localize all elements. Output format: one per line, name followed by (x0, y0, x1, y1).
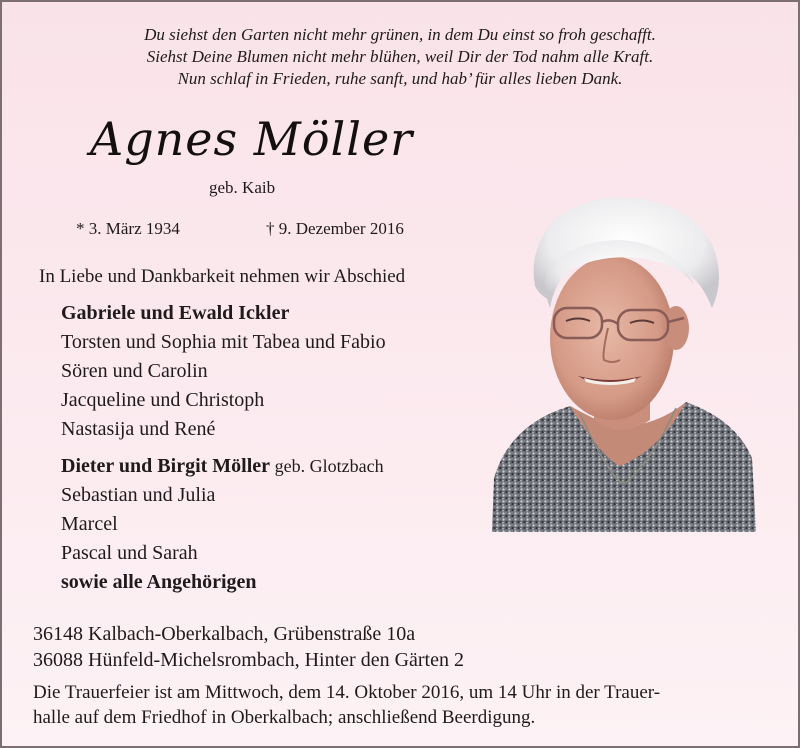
addresses (33, 621, 464, 673)
poem-line: Nun schlaf in Frieden, ruhe sanft, und hab’ für alles lieben Dank. (177, 69, 623, 88)
mourner-line: Pascal und Sarah (61, 542, 198, 564)
mourner-line: Sören und Carolin (61, 360, 208, 382)
service-line: halle auf dem Friedhof in Oberkalbach; anschließend Beerdigung. (33, 707, 536, 728)
mourner-line: Sebastian und Julia (61, 484, 216, 506)
mourner-line: Marcel (61, 513, 118, 535)
mourner-family-head-2 (61, 452, 386, 481)
poem (2, 24, 798, 90)
funeral-service-notice (33, 680, 778, 730)
address-line: 36088 Hünfeld-Michelsrombach, Hinter den Gärten 2 (33, 649, 464, 671)
portrait-photo (490, 188, 756, 532)
deceased-name: Agnes Möller (90, 112, 414, 166)
mourners-list (61, 299, 386, 597)
relatives-closing: sowie alle Angehörigen (61, 571, 257, 593)
poem-line: Siehst Deine Blumen nicht mehr blühen, weil Dir der Tod nahm alle Kraft. (146, 47, 654, 66)
maiden-name: geb. Kaib (209, 178, 276, 197)
birth-date: * 3. März 1934 (76, 219, 180, 238)
mourner-family-head: Gabriele und Ewald Ickler (61, 302, 290, 324)
maiden-suffix: geb. Glotzbach (274, 456, 384, 476)
poem-line: Du siehst den Garten nicht mehr grünen, in dem Du einst so froh geschafft. (144, 25, 656, 44)
mourner-family-head-name: Dieter und Birgit Möller (61, 455, 270, 477)
mourner-line: Torsten und Sophia mit Tabea und Fabio (61, 331, 386, 353)
death-date: † 9. Dezember 2016 (266, 219, 404, 238)
service-line: Die Trauerfeier ist am Mittwoch, dem 14. Oktober 2016, um 14 Uhr in der Trauer- (33, 682, 661, 703)
farewell-intro: In Liebe und Dankbarkeit nehmen wir Abschied (39, 266, 406, 287)
mourner-line: Jacqueline und Christoph (61, 389, 265, 411)
address-line: 36148 Kalbach-Oberkalbach, Grübenstraße 10a (33, 623, 416, 645)
mourner-line: Nastasija und René (61, 418, 216, 440)
